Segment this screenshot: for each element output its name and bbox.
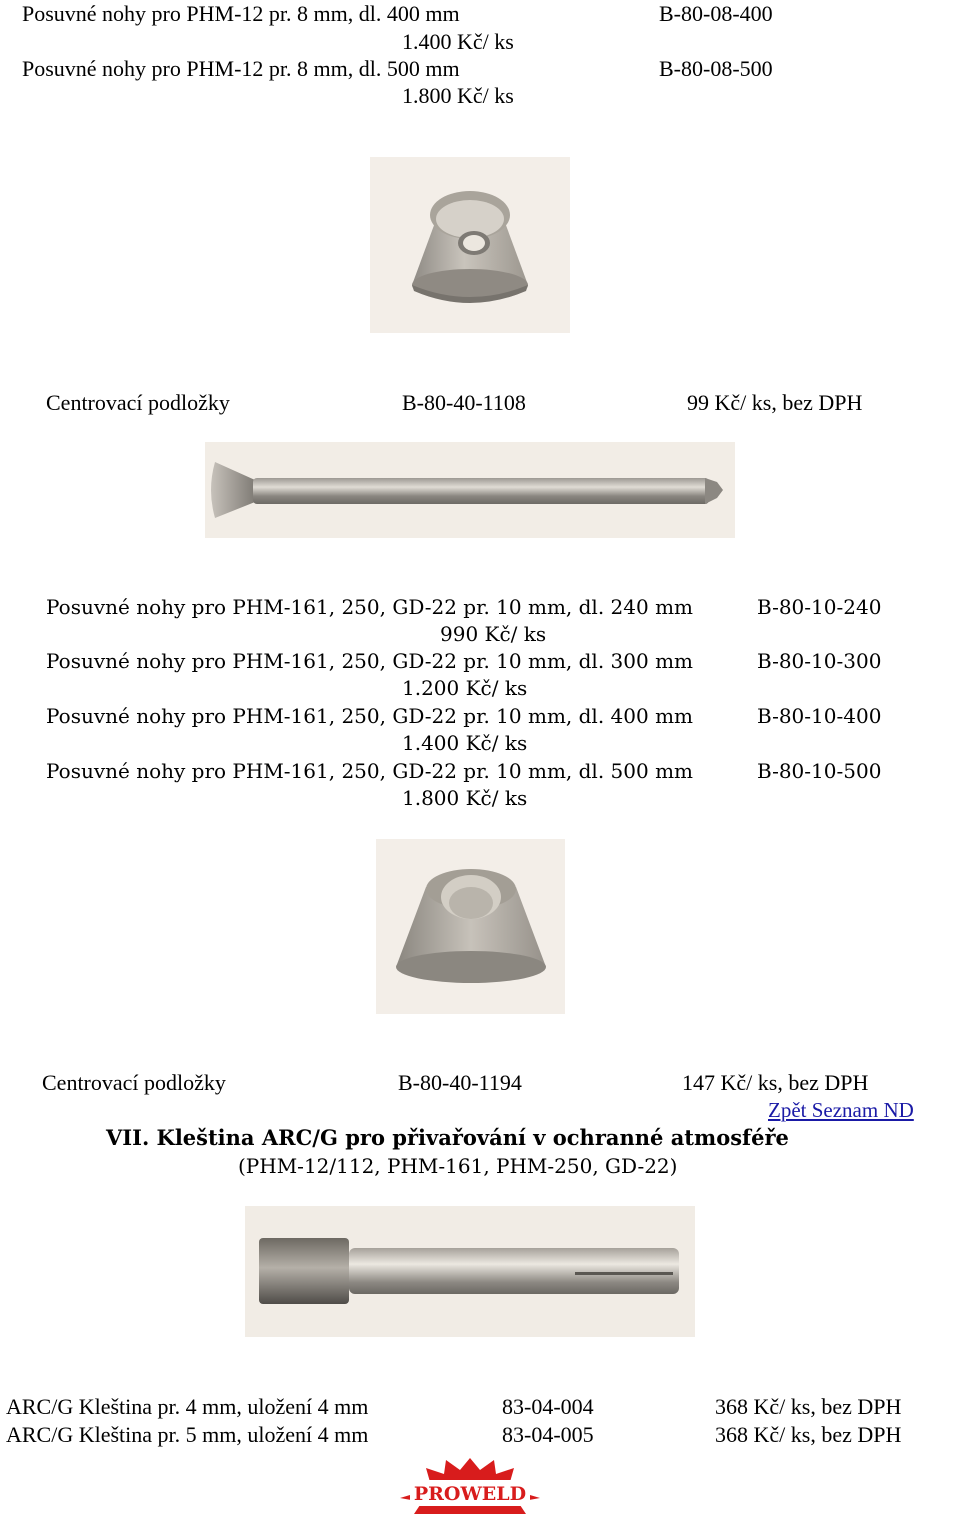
product-code: B-80-08-400 [659,1,773,26]
proweld-logo [390,1456,550,1516]
product-name: Posuvné nohy pro PHM-161, 250, GD-22 pr. 10 mm, dl. 300 mm [46,649,693,673]
section-subtitle: (PHM-12/112, PHM-161, PHM-250, GD-22) [238,1154,678,1178]
product-code: B-80-10-300 [757,649,882,673]
back-to-parts-list-link[interactable]: Zpět Seznam ND [768,1098,914,1122]
product-price: 1.400 Kč/ ks [402,29,514,54]
product-price: 1.800 Kč/ ks [402,83,514,108]
product-name: Posuvné nohy pro PHM-161, 250, GD-22 pr. 10 mm, dl. 240 mm [46,595,693,619]
product-price: 1.400 Kč/ ks [402,731,528,755]
product-code: 83-04-005 [502,1422,594,1447]
product-name: Posuvné nohy pro PHM-12 pr. 8 mm, dl. 400 mm [22,1,460,26]
product-price: 99 Kč/ ks, bez DPH [687,390,863,415]
product-code: B-80-08-500 [659,56,773,81]
product-price: 1.200 Kč/ ks [402,676,528,700]
product-code: B-80-10-500 [757,759,882,783]
product-price: 147 Kč/ ks, bez DPH [682,1070,869,1095]
product-code: B-80-10-400 [757,704,882,728]
arc-collet-photo [245,1206,695,1337]
product-name: Centrovací podložky [46,390,230,415]
sliding-leg-rod-photo [205,442,735,538]
product-code: B-80-10-240 [757,595,882,619]
product-code: 83-04-004 [502,1394,594,1419]
product-name: ARC/G Kleština pr. 5 mm, uložení 4 mm [6,1422,369,1447]
product-price: 368 Kč/ ks, bez DPH [715,1422,902,1447]
product-name: ARC/G Kleština pr. 4 mm, uložení 4 mm [6,1394,369,1419]
product-name: Posuvné nohy pro PHM-161, 250, GD-22 pr. 10 mm, dl. 400 mm [46,704,693,728]
logo-text: PROWELD [413,1483,527,1505]
product-price: 990 Kč/ ks [440,622,547,646]
product-name: Centrovací podložky [42,1070,226,1095]
section-heading: VII. Kleština ARC/G pro přivařování v ochranné atmosféře [106,1125,789,1150]
product-price: 368 Kč/ ks, bez DPH [715,1394,902,1419]
product-code: B-80-40-1108 [402,390,526,415]
product-name: Posuvné nohy pro PHM-161, 250, GD-22 pr. 10 mm, dl. 500 mm [46,759,693,783]
centering-washer-photo [376,839,565,1014]
product-price: 1.800 Kč/ ks [402,786,528,810]
product-name: Posuvné nohy pro PHM-12 pr. 8 mm, dl. 500 mm [22,56,460,81]
product-code: B-80-40-1194 [398,1070,522,1095]
centering-washer-photo [370,157,570,333]
